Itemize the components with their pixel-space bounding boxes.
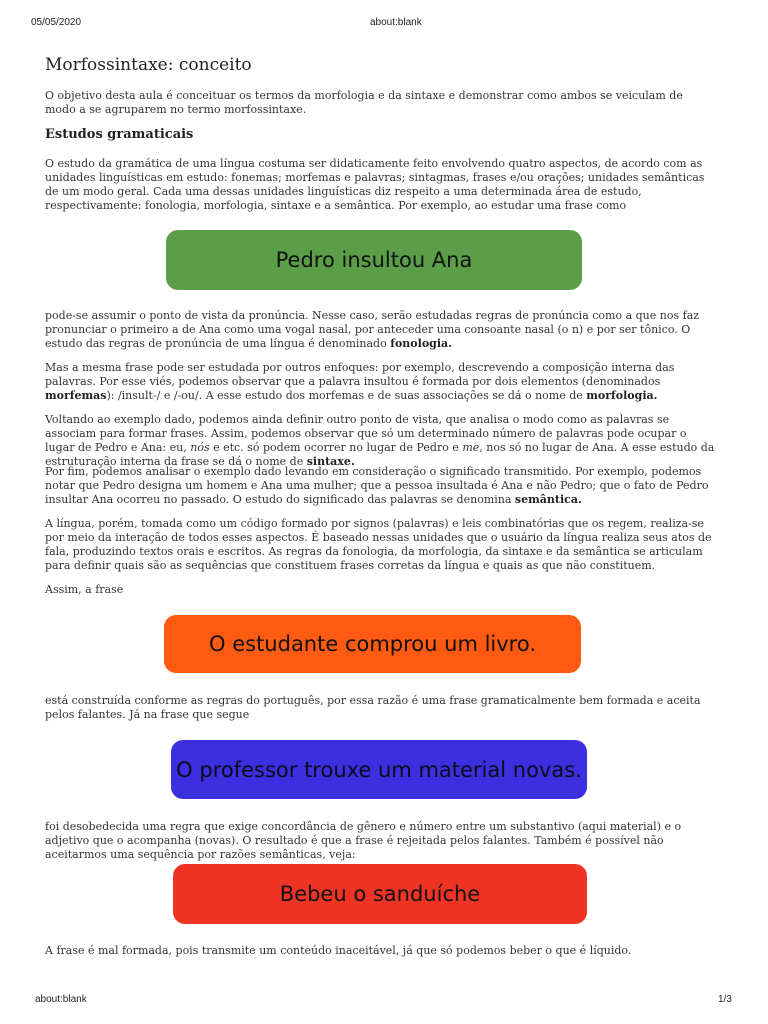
p4-text-a: Voltando ao exemplo dado, podemos ainda definir outro ponto de vista, que analisa o modo como as palavras se associam para formar frases. Assim, podemos observar que só um determinado número de palavras pode ocupar o lugar de Pedro e Ana: eu, (45, 413, 687, 454)
paragraph-3 (45, 361, 717, 403)
example-sentence-3: O professor trouxe um material novas. (171, 740, 587, 799)
term-semantica: semântica. (514, 493, 582, 506)
p4-text-c: e etc. só podem ocorrer no lugar de Pedro e (209, 441, 463, 454)
paragraph-1: O estudo da gramática de uma língua costuma ser didaticamente feito envolvendo quatro aspectos, de acordo com as unidades linguísticas em estudo: fonemas; morfemas e palavras; sintagmas, frases e/ou orações; unidades semânticas de um modo geral. Cada uma dessas unidades linguísticas diz respeito a uma determinada área de estudo, respectivamente: fonologia, morfologia, sintaxe e a semântica. Por exemplo, ao estudar uma frase como (45, 157, 705, 212)
p3-text-c: ): /insult-/ e /-ou/. A esse estudo dos morfemas e de suas associações se dá o nome de (106, 389, 587, 402)
word-nos: nós (190, 441, 210, 454)
paragraph-9: foi desobedecida uma regra que exige concordância de gênero e número entre um substantivo (aqui material) e o adjetivo que o acompanha (novas). O resultado é que a frase é rejeitada pelos falantes. Também é possível não aceitarmos uma sequência por razões semânticas, veja: (45, 820, 682, 861)
article-title: Morfossintaxe: conceito (45, 55, 252, 75)
term-morfemas: morfemas (45, 389, 107, 402)
p5-text-a: Por fim, podemos analisar o exemplo dado levando em consideração o significado transmitido. Por exemplo, podemos notar que Pedro designa um homem e Ana uma mulher; que a pessoa insultada é Ana e não Pedro; que o fato de Pedro insultar Ana ocorreu no passado. O estudo do significado das palavras se denomina (45, 465, 709, 506)
paragraph-4 (45, 413, 717, 469)
example-sentence-4: Bebeu o sanduíche (173, 864, 587, 924)
paragraph-7: Assim, a frase (45, 583, 124, 596)
term-sintaxe: sintaxe. (306, 455, 355, 468)
term-fonologia: fonologia. (390, 337, 452, 350)
paragraph-2 (45, 309, 717, 351)
paragraph-10: A frase é mal formada, pois transmite um conteúdo inaceitável, já que só podemos beber o que é líquido. (45, 944, 632, 957)
print-date: 05/05/2020 (31, 17, 82, 28)
page-number: 1/3 (718, 994, 732, 1005)
word-me: me (462, 441, 480, 454)
section-title: Estudos gramaticais (45, 127, 194, 142)
p4-text-e: , nos só no lugar de Ana. A esse estudo da estruturação interna da frase se dá o nome de (45, 441, 715, 468)
print-header-title: about:blank (370, 17, 422, 28)
paragraph-5 (45, 465, 717, 507)
example-sentence-2: O estudante comprou um livro. (164, 615, 581, 673)
p2-text: pode-se assumir o ponto de vista da pronúncia. Nesse caso, serão estudadas regras de pronúncia como a que nos faz pronunciar o primeiro a de Ana como uma vogal nasal, por anteceder uma consoante nasal (o n) e por ser tônico. O estudo das regras de pronúncia de uma língua é denominado (45, 309, 700, 350)
intro-paragraph: O objetivo desta aula é conceituar os termos da morfologia e da sintaxe e demonstrar como ambos se veiculam de modo a se agruparem no termo morfossintaxe. (45, 89, 683, 116)
print-footer-url: about:blank (35, 994, 87, 1005)
p3-text-a: Mas a mesma frase pode ser estudada por outros enfoques: por exemplo, descrevendo a composição interna das palavras. Por esse viés, podemos observar que a palavra insultou é formada por dois elementos (denominados (45, 361, 675, 388)
term-morfologia: morfologia. (586, 389, 658, 402)
paragraph-8: está construída conforme as regras do português, por essa razão é uma frase gramaticalmente bem formada e aceita pelos falantes. Já na frase que segue (45, 694, 701, 721)
paragraph-6: A língua, porém, tomada como um código formado por signos (palavras) e leis combinatórias que os regem, realiza-se por meio da interação de todos esses aspectos. É baseado nessas unidades que o usuário da língua realiza seus atos de fala, produzindo textos orais e escritos. As regras da fonologia, da morfologia, da sintaxe e da semântica se articulam para definir quais são as sequências que constituem frases corretas da língua e quais as que não constituem. (45, 517, 712, 572)
example-sentence-1: Pedro insultou Ana (166, 230, 582, 290)
